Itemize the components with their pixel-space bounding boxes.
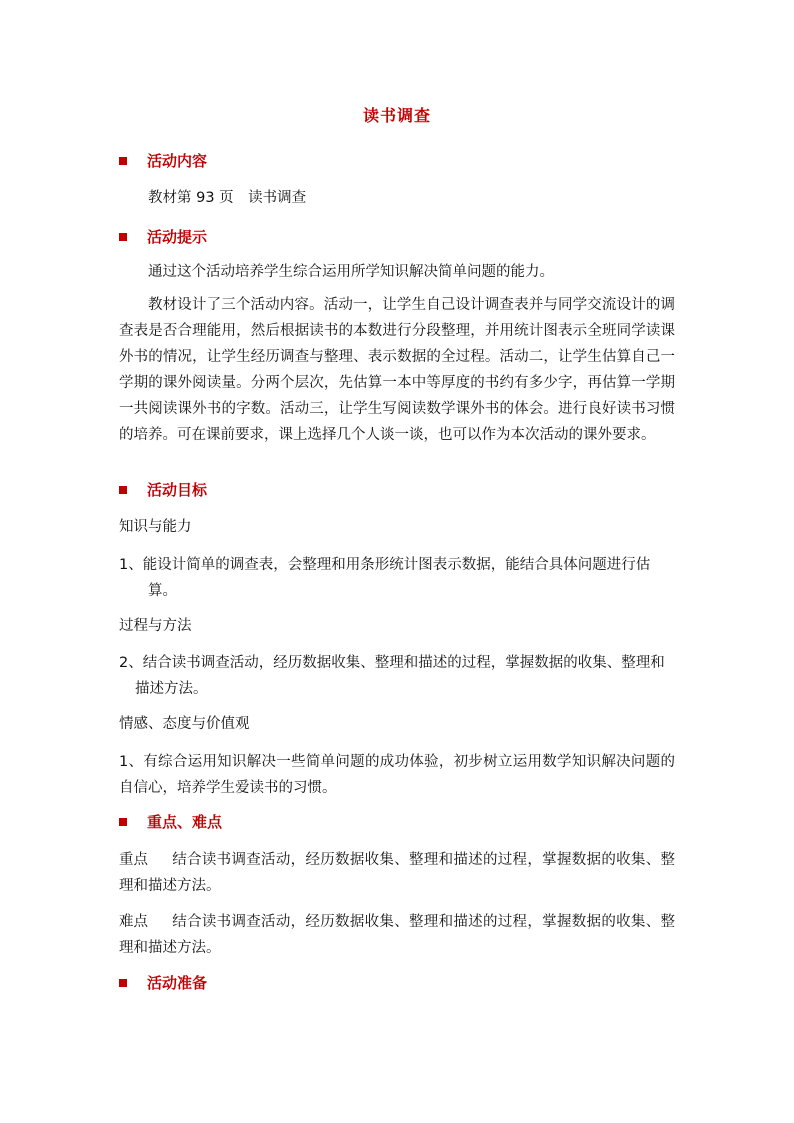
content-text: 教材第 93 页 读书调查 — [148, 190, 307, 206]
heading-activity-tips — [119, 225, 207, 249]
heading-activity-prep — [119, 971, 207, 995]
heading-text: 重点、难点 — [147, 813, 223, 831]
heading-key-points — [119, 810, 222, 834]
focus-text: 结合读书调查活动，经历数据收集、整理和描述的过程，掌握数据的收集、整理和描述方法。 — [119, 852, 675, 894]
heading-text: 活动内容 — [147, 152, 208, 170]
tips-paragraph-1: 通过这个活动培养学生综合运用所学知识解决简单问题的能力。 — [148, 264, 554, 280]
square-bullet-icon — [119, 818, 127, 826]
square-bullet-icon — [119, 157, 127, 165]
heading-text: 活动目标 — [147, 481, 208, 499]
goals-subheading-attitude: 情感、态度与价值观 — [119, 716, 250, 732]
difficulty-text: 结合读书调查活动，经历数据收集、整理和描述的过程，掌握数据的收集、整理和描述方法。 — [119, 914, 675, 956]
heading-text: 活动准备 — [147, 974, 208, 992]
square-bullet-icon — [119, 486, 127, 494]
square-bullet-icon — [119, 233, 127, 241]
focus-paragraph — [119, 847, 675, 899]
square-bullet-icon — [119, 979, 127, 987]
goals-subheading-knowledge: 知识与能力 — [119, 519, 192, 535]
heading-activity-goals — [119, 478, 207, 502]
goals-subheading-process: 过程与方法 — [119, 618, 192, 634]
goals-item-2: 2、结合读书调查活动，经历数据收集、整理和描述的过程，掌握数据的收集、整理和描述方法。 — [119, 655, 665, 697]
goals-item-1: 1、能设计简单的调查表，会整理和用条形统计图表示数据，能结合具体问题进行估算。 — [119, 557, 651, 599]
difficulty-paragraph — [119, 909, 675, 961]
focus-label: 重点 — [119, 852, 148, 868]
document-title: 读书调查 — [362, 106, 431, 125]
goals-item-3: 1、有综合运用知识解决一些简单问题的成功体验，初步树立运用数学知识解决问题的自信心，培养学生爱读书的习惯。 — [119, 754, 675, 796]
difficulty-label: 难点 — [119, 914, 148, 930]
heading-activity-content — [119, 149, 207, 173]
heading-text: 活动提示 — [147, 228, 208, 246]
tips-paragraph-2: 教材设计了三个活动内容。活动一，让学生自己设计调查表并与同学交流设计的调查表是否合理能用，然后根据读书的本数进行分段整理，并用统计图表示全班同学读课外书的情况，让学生经历调查与整理、表示数据的全过程。活动二，让学生估算自己一学期的课外阅读量。分两个层次，先估算一本中等厚度的书约有多少字，再估算一学期一共阅读课外书的字数。活动三，让学生写阅读数学课外书的体会。进行良好读书习惯的培养。可在课前要求，课上选择几个人谈一谈，也可以作为本次活动的课外要求。 — [119, 297, 675, 443]
